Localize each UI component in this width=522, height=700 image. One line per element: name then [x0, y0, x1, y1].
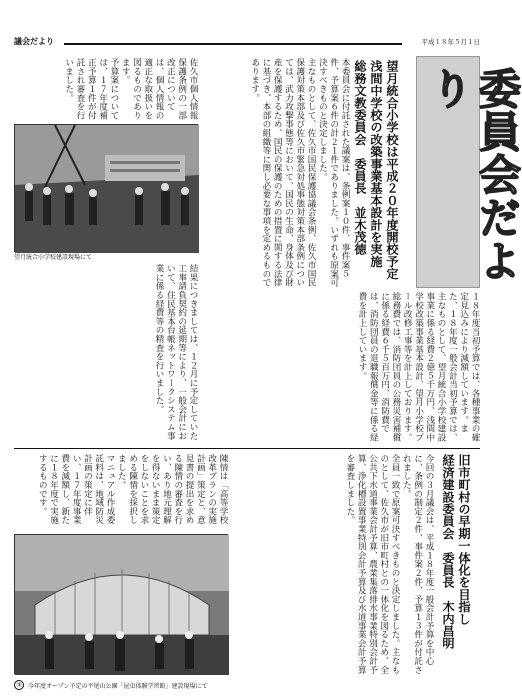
page-number: ③ — [14, 680, 24, 690]
article1-paragraph-5: 結果につきましては、１２月に予定していた工事請負契約の延期等により、一般会計において、住民基本台帳ネットワークシステム事業に係る経費等の精査を行いました。 — [154, 264, 198, 440]
article2-paragraph-2: 全員一致で原案可決すべきものと決定しました。主なものとして、佐久市が旧市町村との一体化を図るため、全公共下水道事業会計予算、農業集落排水事業特別会計予算、浄化槽設置事業特別会計予算及び水道事業会計予算を審査しました。 — [344, 454, 401, 674]
section-label: 議会だより — [14, 37, 54, 46]
article1-paragraph-7: 総務費では、消防団員の公務災害補償に係る経費６千５百万円、消防費では、消防団員の退職報償金等に係る経費を計上しています。 — [357, 292, 401, 442]
article2-paragraph-4: マニュアル作成委託料は、地域防災計画の策定に伴い、１７年度事業費を減額し、新たに１８年度で実施するものです。 — [37, 454, 116, 525]
article-divider — [14, 448, 480, 449]
article1-headline — [352, 60, 400, 282]
article2-paragraph-1: 今回の３月議会は、平成１８年度一般会計予算を中心に、条例の制定２件、事件案２件、予算１３件が付託されました。 — [401, 454, 434, 674]
article1-body-lower-left — [14, 264, 198, 444]
photo1-caption: 望月統合小学校建設現場にて — [14, 254, 93, 261]
article2-paragraph-3: 陳情は「高等学校改革プランの実施計画」策定と、意見書の提出を求める陳情の審査を行い、あり地元理解を得ないまま策定をしないことを求める陳情を採択しました。 — [116, 454, 228, 525]
article1-paragraph-3: 佐久市個人情報保護条例の一部改正については、個人情報の適正な取扱いを図るものであります。 — [120, 58, 198, 120]
title-box — [416, 56, 522, 288]
article1-headline-line1: 望月統合小学校は平成２０年度開校予定 — [385, 60, 399, 280]
article2-headline-line1: 旧市町村の早期一体化を目指し — [457, 454, 471, 625]
article1-headline-line2: 浅間中学校の改築事業基本設計を実施 — [369, 60, 383, 268]
article2-body-right — [230, 454, 434, 674]
page-title: 委員会だより — [425, 67, 522, 282]
article1-body-lower-right — [200, 292, 480, 444]
article2-headline — [440, 454, 472, 674]
construction-photo-insect-museum — [14, 534, 228, 674]
header-rule — [64, 43, 402, 45]
photo2-caption: 今年度オープン予定の平尾山公園「昆虫体験学習館」建設現場にて — [28, 683, 208, 690]
article1-headline-line3: 総務文教委員会 委員長 並木茂徳 — [353, 60, 367, 256]
construction-photo-school — [14, 124, 198, 252]
article1-body-upper-left — [14, 58, 198, 120]
article1-paragraph-4: 予算案については、１７年度補正予算１件が付託され審査を行いました。 — [63, 58, 119, 120]
issue-date: 平成１８年５月１日 — [421, 38, 480, 46]
article1-body-upper — [200, 58, 350, 288]
article1-paragraph-6: １８年度当初予算では、各種事業の確定見込みにより減額しています。また、１８年度一般会計当初予算では、主なものとして、望月統合小学校建設事業に係る経費２億５千万円、浅間中学校改築事業基本設計、望月小学校プール改修工事等を計上しております。 — [402, 292, 480, 442]
article1-paragraph-2: 主なものとして、佐久市国民保護協議会条例、佐久市国民保護対策本部及び佐久市緊急対処事態対策本部条例については、武力攻撃事態等において、国民の生命、身体及び財産を保護するため、国民の保護のための措置に関する法律に基づき、本部の組織等に関し必要な事項を定めるものであります。 — [249, 58, 317, 287]
article2-body-left — [14, 454, 228, 530]
article2-headline-line2: 経済建設委員会 委員長 木内昌明 — [441, 454, 455, 650]
page-header — [14, 36, 480, 52]
article1-paragraph-1: 本委員会に付託された議案は、条例案１０件、事件案５件、予算案６件の計２１件でありました。いずれも原案可決すべきものと決定しました。 — [317, 58, 350, 287]
